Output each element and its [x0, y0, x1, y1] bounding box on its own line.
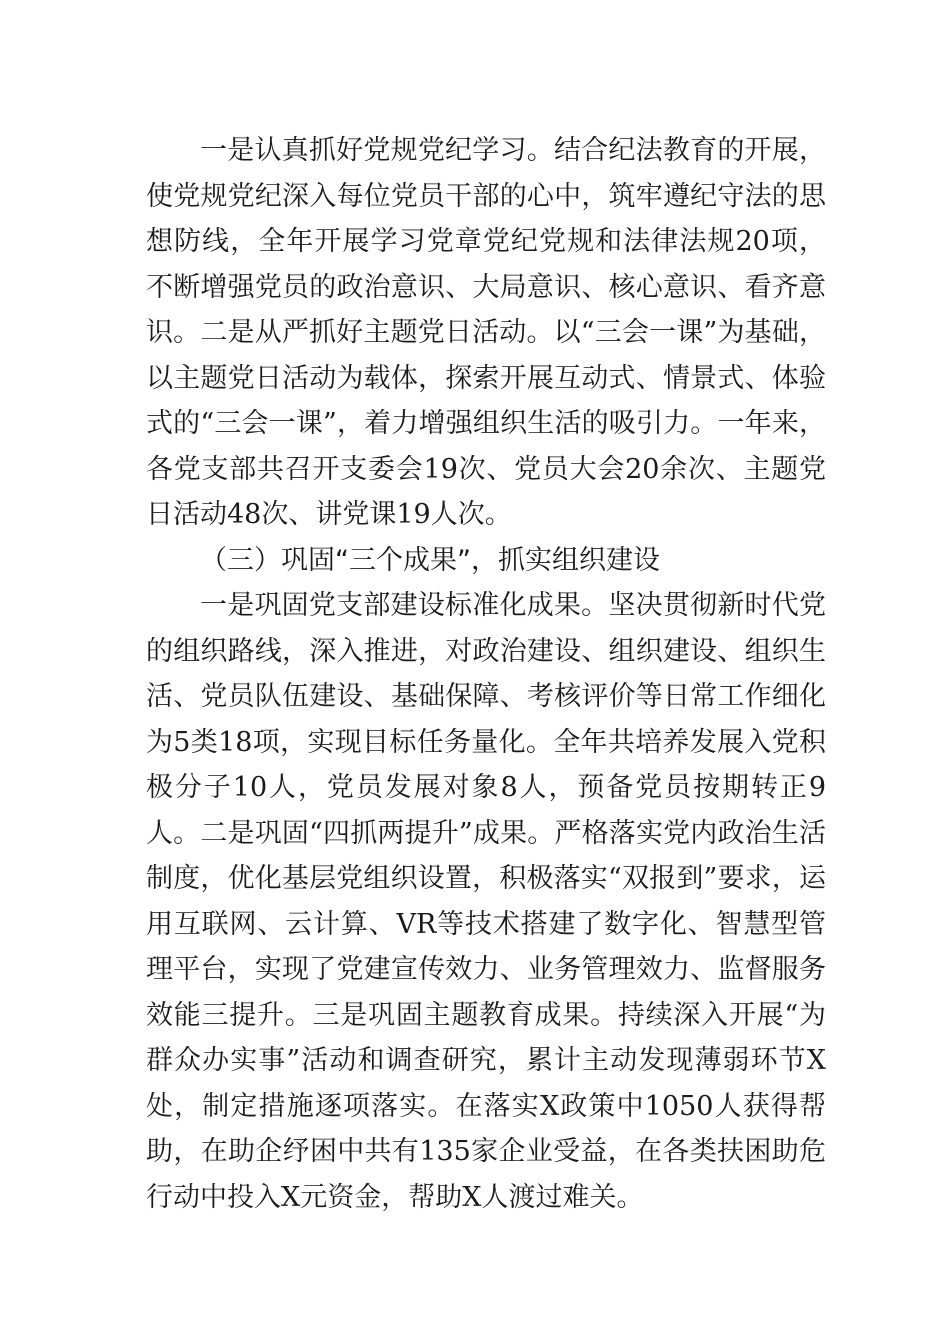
section-heading: （三）巩固“三个成果”，抓实组织建设: [200, 544, 660, 576]
body-paragraph: 一是巩固党支部建设标准化成果。坚决贯彻新时代党的组织路线，深入推进，对政治建设、组织建设、组织生活、党员队伍建设、基础保障、考核评价等日常工作细化为5类18项，实现目标任务量化。全年共培养发展入党积极分子10人，党员发展对象8人，预备党员按期转正9人。二是巩固“四抓两提升”成果。严格落实党内政治生活制度，优化基层党组织设置，积极落实“双报到”要求，运用互联网、云计算、VR等技术搭建了数字化、智慧型管理平台，实现了党建宣传效力、业务管理效力、监督服务效能三提升。三是巩固主题教育成果。持续深入开展“为群众办实事”活动和调查研究，累计主动发现薄弱环节X处，制定措施逐项落实。在落实X政策中1050人获得帮助，在助企纾困中共有135家企业受益，在各类扶困助危行动中投入X元资金，帮助X人渡过难关。: [146, 590, 826, 1213]
document-body: [146, 128, 826, 1220]
body-paragraph: 一是认真抓好党规党纪学习。结合纪法教育的开展，使党规党纪深入每位党员干部的心中，筑牢遵纪守法的思想防线，全年开展学习党章党纪党规和法律法规20项，不断增强党员的政治意识、大局意识、核心意识、看齐意识。二是从严抓好主题党日活动。以“三会一课”为基础，以主题党日活动为载体，探索开展互动式、情景式、体验式的“三会一课”，着力增强组织生活的吸引力。一年来，各党支部共召开支委会19次、党员大会20余次、主题党日活动48次、讲党课19人次。: [146, 135, 826, 530]
